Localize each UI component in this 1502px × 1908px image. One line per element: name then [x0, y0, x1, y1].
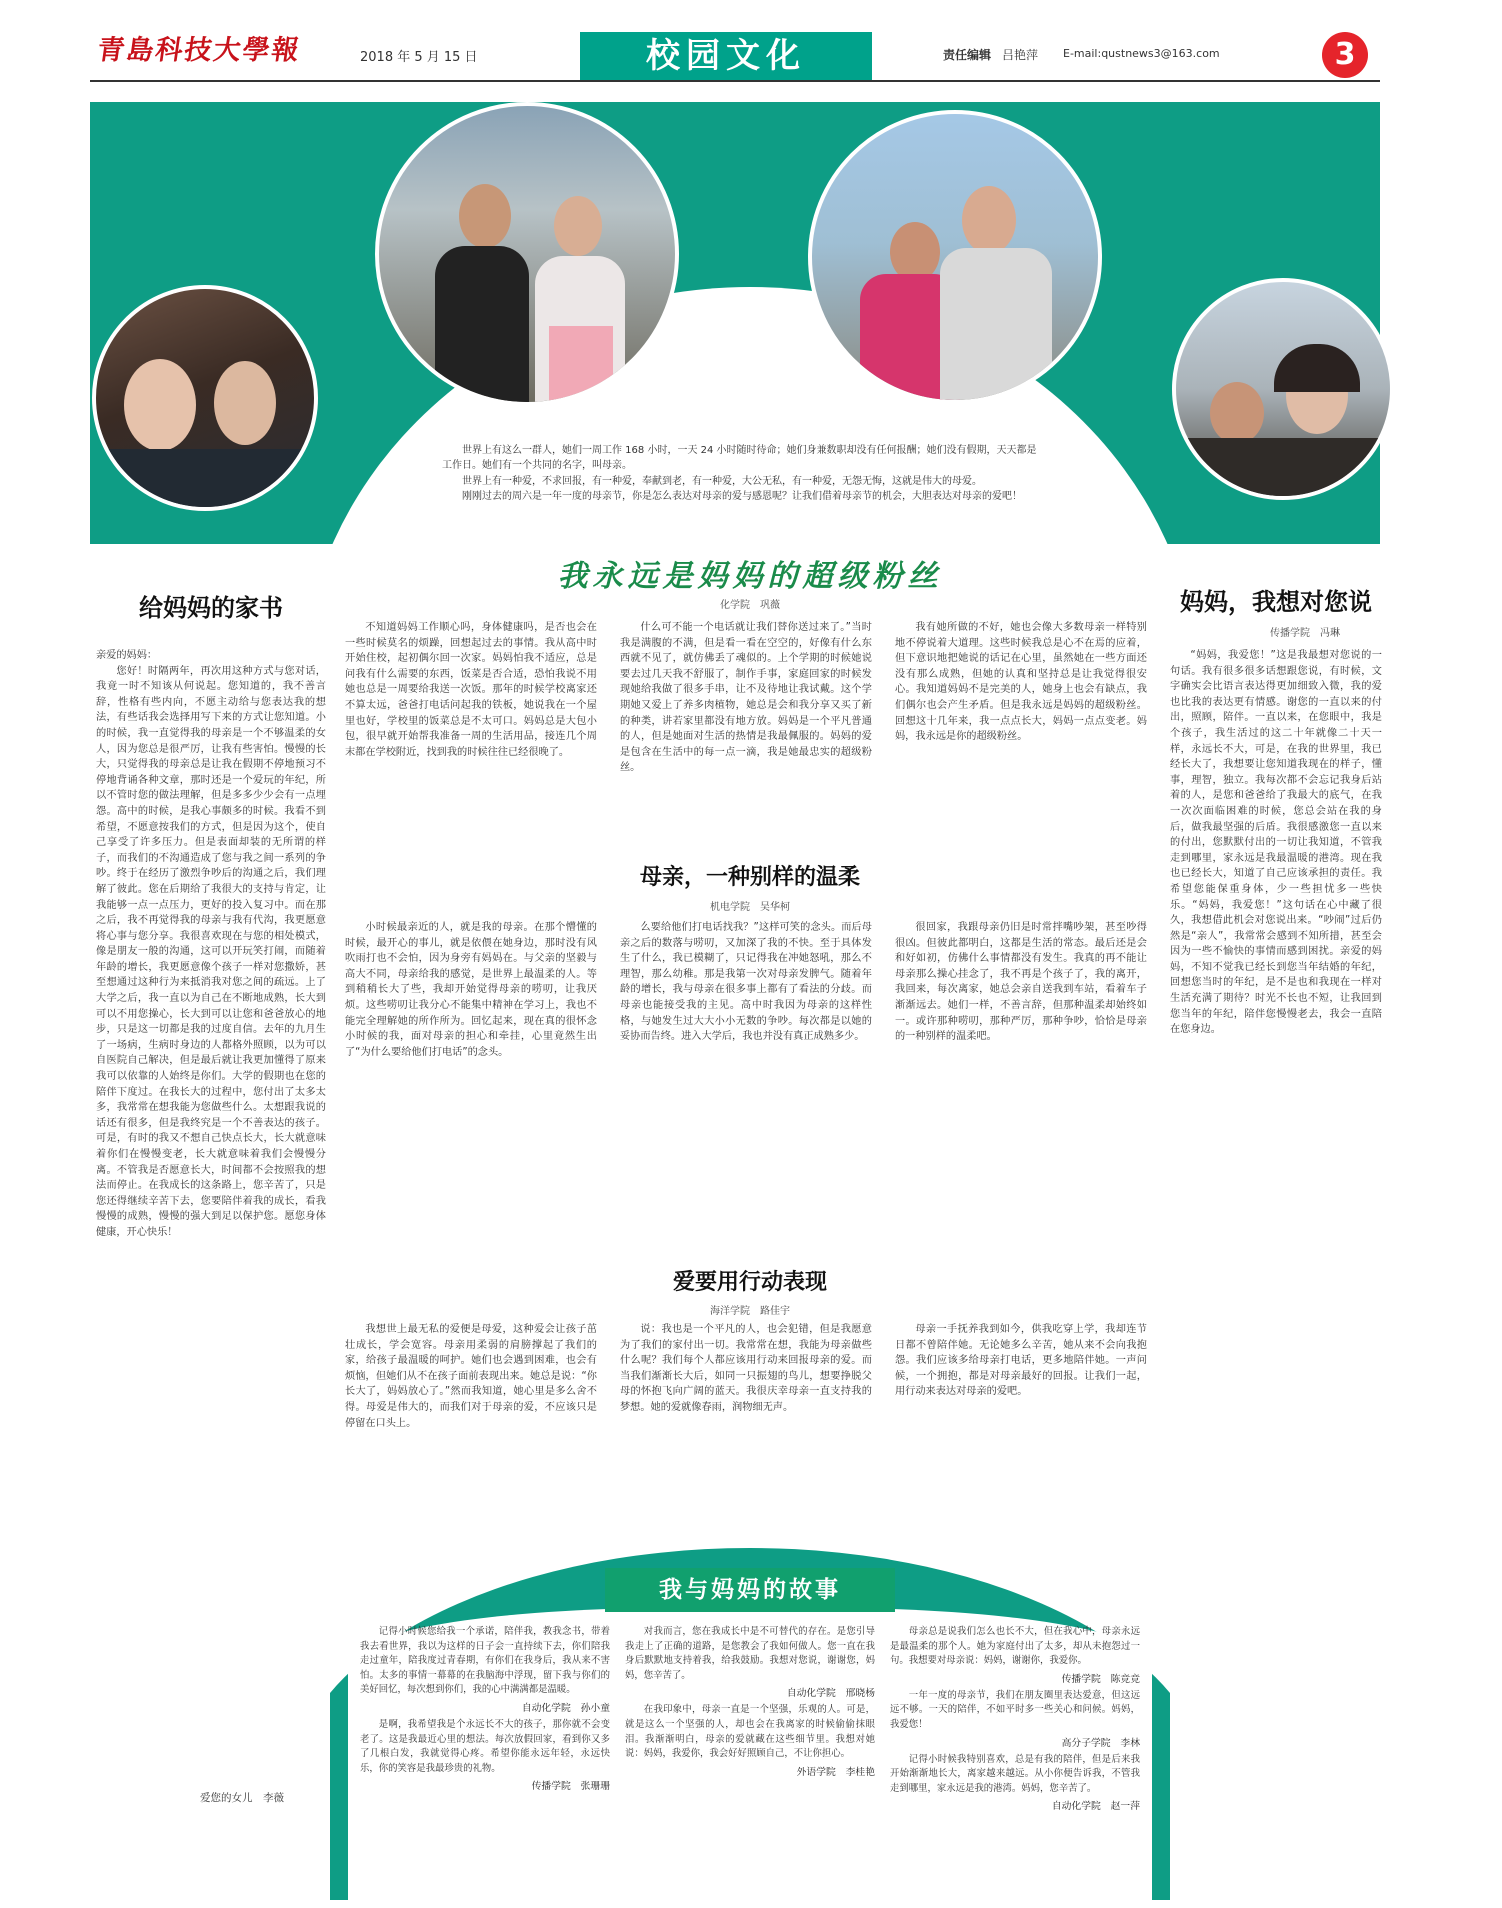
photo-mother-daughter-4 — [1172, 278, 1394, 500]
intro-line-1: 世界上有这么一群人，她们一周工作 168 小时，一天 24 小时随时待命；她们身兼数职却没有任何报酬；她们没有假期，天天都是工作日。她们有一个共同的名字，叫母亲。 — [442, 445, 1037, 472]
left-article-text: 您好！时隔两年，再次用这种方式与您对话，我竟一时不知该从何说起。您知道的，我不善言辞，性格有些内向，不愿主动给与您表达我的想法，有些话我会选择用写下来的方式让您知道。小的时候，我一直觉得我的母亲是一个不够温柔的女人，因为您总是很严厉，让我有些害怕。慢慢的长大，只觉得我的母亲总是让我在假期不停地预习不停地背诵各种文章，那时还是一个爱玩的年纪，所以不管时您的做法理解，但是多多少少会有一点埋怨。高中的时候，是我心事颇多的时候。我看不到希望，不愿意按我们的方式，但是因为这个，使自己享受了许多压力。但是表面却装的无所谓的样子，而我们的不沟通造成了您与我之间一系列的争吵。终于在经历了激烈争吵后的沟通之后，我们理解了彼此。您在后期给了我很大的支持与肯定，让我能够一点一点压力，更好的投入复习中。而在那之后，我不再觉得我的母亲与我有代沟，我更愿意将心事与您分享。我很喜欢现在与您的相处模式，像是朋友一般的沟通，这可以开玩笑打闹，而随着年龄的增长，我更愿意像个孩子一样对您撒娇，甚至想通过这种行为来抵消我对您之间的疏远。上了大学之后，我一直以为自己在不断地成熟，长大到可以不用您操心，长大到可以让您和爸爸放心的地步，只是这一切都是我的过度自信。去年的九月生了一场病，生病时身边的人都格外照顾，以为可以自医院自己解决，但是最后就让我更加懂得了原来我可以依靠的人始终是你们。大学的假期也在您的陪伴下度过。在我长大的过程中，您付出了太多太多，我常常在想我能为您做些什么。太想跟我说的话还有很多，但是我终究是一个不善表达的孩子。可是，有时的我又不想自己快点长大，长大就意味着你们在慢慢变老，长大就意味着我们会慢慢分离。不管我是否愿意长大，时间都不会按照我的想法而停止。在我成长的这条路上，您辛苦了，只是您还得继续辛苦下去，您要陪伴着我的成长，看我慢慢的成熟，慢慢的强大到足以保护您。愿您身体健康，开心快乐！ — [96, 665, 326, 1238]
right-article-title: 妈妈，我想对您说 — [1180, 587, 1372, 616]
photo-mother-son-3 — [808, 110, 1102, 404]
story-col-2-text: 对我而言，您在我成长中是不可替代的存在。是您引导我走上了正确的道路，是您教会了我如何做人。您一直在我身后默默地支持着我，给我鼓励。我想对您说，谢谢您，妈妈，您辛苦了。 — [625, 1626, 875, 1681]
paper-name: 青島科技大學報 — [95, 35, 303, 66]
gentle-article-col-1 — [345, 920, 597, 1280]
masthead-rule — [90, 80, 1380, 82]
story-col-1b-text: 是啊，我希望我是个永远长不大的孩子，那你就不会变老了。这是我最近心里的想法。每次放假回家，看到你又多了几根白发，我就觉得心疼。希望你能永远年轻，永远快乐，你的笑容是我最珍贵的礼物。 — [360, 1718, 610, 1774]
main-article-byline: 化学院 巩薇 — [720, 600, 780, 611]
action-article-col-2 — [620, 1322, 872, 1537]
story-col-2b-byline: 外语学院 李桂艳 — [796, 1766, 875, 1778]
action-article-col-3-text: 母亲一手抚养我到如今，供我吃穿上学，我却连节日都不曾陪伴她。无论她多么辛苦，她从来不会向我抱怨。我们应该多给母亲打电话，更多地陪伴她。一声问候，一个拥抱，都是对母亲最好的回报。让我们一起，用行动来表达对母亲的爱吧。 — [895, 1324, 1147, 1398]
left-article-body — [96, 648, 326, 1778]
main-article-col-1 — [345, 620, 597, 840]
story-col-1b-byline: 传播学院 张珊珊 — [531, 1781, 610, 1793]
action-article-col-2-text: 说：我也是一个平凡的人，也会犯错，但是我愿意为了我们的家付出一切。我常常在想，我能为母亲做些什么呢？我们每个人都应该用行动来回报母亲的爱。而当我们渐渐长大后，如同一只振翅的鸟儿，想要挣脱父母的怀抱飞向广阔的蓝天。我很庆幸母亲一直支持我的梦想。她的爱就像春雨，润物细无声。 — [620, 1324, 872, 1413]
gentle-article-col-2-text: 么要给他们打电话找我？”这样可笑的念头。而后母亲之后的数落与唠叨，又加深了我的不快。至于具体发生了什么，我已模糊了，只记得我在冲她怒吼，那么不理智，那么幼稚。那是我第一次对母亲发脾气。随着年龄的增长，我与母亲在很多事上都有了看法的分歧。而母亲也能接受我的主见。高中时我因为母亲的这样性格，与她发生过大大小小无数的争吵。每次都是以她的妥协而告终。进入大学后，我也并没有真正成熟多少。 — [620, 922, 872, 1043]
editor-label: 责任编辑 — [943, 48, 992, 62]
story-col-3b-text: 记得小时候我特别喜欢，总是有我的陪伴，但是后来我开始渐渐地长大，离家越来越远。从小你便告诉我，不管我走到哪里，家永远是我的港湾。妈妈，您辛苦了。 — [890, 1753, 1140, 1794]
photo-daughter-mother-1 — [92, 285, 318, 511]
photo-mother-daughter-2 — [375, 102, 679, 406]
story-col-2-byline: 自动化学院 邢晓杨 — [786, 1688, 875, 1700]
left-article-title: 给妈妈的家书 — [139, 593, 283, 622]
masthead — [0, 20, 1502, 82]
main-article-col-2 — [620, 620, 872, 840]
right-article-body — [1170, 648, 1382, 1848]
main-article-col-3-text: 我有她所做的不好，她也会像大多数母亲一样特别地不停说着大道理。这些时候我总是心不在焉的应着，但下意识地把她说的话记在心里，虽然她在一些方面还没有那么成熟，但她的认真和坚持总是让我觉得很安心。我知道妈妈不是完美的人，她身上也会有缺点，我们偶尔也会产生矛盾。但是我永远是妈妈的超级粉丝。回想这十几年来，我一点点长大，妈妈一点点变老。妈妈，我永远是你的超级粉丝。 — [895, 622, 1147, 743]
main-article-col-3 — [895, 620, 1147, 840]
story-col-3a-text: 一年一度的母亲节，我们在朋友圈里表达爱意，但这远远不够。一天的陪伴，不如平时多一些关心和问候。妈妈，我爱您！ — [890, 1689, 1140, 1730]
story-col-3a-byline: 高分子学院 李林 — [1061, 1737, 1140, 1749]
right-article-byline: 传播学院 冯琳 — [1270, 628, 1340, 639]
gentle-article-col-3-text: 很回家，我跟母亲仍旧是时常拌嘴吵架，甚至吵得很凶。但彼此都明白，这都是生活的常态。最后还是会和好如初，仿佛什么事情都没有发生。我真的再不能让母亲那么操心挂念了，我不再是个孩子了，我的离开，我回来，每次离家，她总会亲自送我到车站，看着车子渐渐远去。她们一样，不善言辞，但那种温柔却始终如一。或许那种唠叨，那种严厉，那种争吵，恰恰是母亲的一种别样的温柔吧。 — [895, 922, 1147, 1043]
intro-line-2: 世界上有一种爱，不求回报，有一种爱，奉献到老，有一种爱，大公无私，有一种爱，无怨无悔，这就是伟大的母爱。 — [462, 475, 982, 487]
story-col-1-byline: 自动化学院 孙小童 — [521, 1702, 610, 1714]
story-col-1-text: 记得小时候您给我一个承诺，陪伴我，教我念书，带着我去看世界，我以为这样的日子会一直持续下去，你们陪我走过童年，陪我度过青春期，有你们在我身后，我从来不害怕。太多的事情一幕幕的在我脑海中浮现，留下我与你们的美好回忆，每次想到你们，我的心中满满都是温暖。 — [360, 1626, 610, 1696]
section-title: 校园文化 — [646, 36, 806, 76]
action-article-col-1-text: 我想世上最无私的爱便是母爱，这种爱会让孩子茁壮成长，学会宽容。母亲用柔弱的肩膀撑起了我们的家，给孩子最温暖的呵护。她们也会遇到困难，也会有烦恼，但她们从不在孩子面前表现出来。她总是说：“你长大了，妈妈放心了。”然而我知道，她心里是多么舍不得。母爱是伟大的，而我们对于母亲的爱，不应该只是停留在口头上。 — [345, 1324, 597, 1429]
left-article-signoff: 爱您的女儿 李薇 — [200, 1792, 284, 1804]
story-col-3 — [890, 1625, 1140, 1893]
action-article-byline: 海洋学院 路佳宇 — [710, 1306, 790, 1317]
gentle-article-col-2 — [620, 920, 872, 1280]
editor-name: 吕艳萍 — [1002, 48, 1039, 62]
gentle-article-title: 母亲，一种别样的温柔 — [639, 864, 860, 890]
gentle-article-byline: 机电学院 吴华柯 — [710, 902, 790, 913]
story-col-3-text: 母亲总是说我们怎么也长不大，但在我心中，母亲永远是最温柔的那个人。她为家庭付出了太多，却从未抱怨过一句。我想要对母亲说：妈妈，谢谢你，我爱你。 — [890, 1626, 1140, 1667]
story-title: 我与妈妈的故事 — [659, 1576, 841, 1603]
main-article-col-2-text: 什么可不能一个电话就让我们替你送过来了。”当时我是满腹的不满，但是看一看在空空的，好像有什么东西就不见了，就仿佛丢了魂似的。上个学期的时候她说要去过几天我不舒服了，制作手事，家庭回家的时候发现她给我做了很多手串，让不及待地让我试戴。这个学期她又爱上了养多肉植物，她总是会和我分享又买了新的种类，讲若家里都没有地方放。妈妈是一个平凡普通的人，但是她面对生活的热情是我最佩服的。妈妈的爱是包含在生活中的每一点一滴，我是她最忠实的超级粉丝。 — [620, 622, 872, 774]
story-col-3b-byline: 自动化学院 赵一萍 — [1051, 1801, 1140, 1813]
action-article-col-1 — [345, 1322, 597, 1537]
main-article-title: 我永远是妈妈的超级粉丝 — [557, 559, 943, 594]
page-number: 3 — [1334, 37, 1356, 72]
story-col-2b-text: 在我印象中，母亲一直是一个坚强，乐观的人。可是，就是这么一个坚强的人，却也会在我离家的时候偷偷抹眼泪。我渐渐明白，母亲的爱就藏在这些细节里。我想对她说：妈妈，我爱你，我会好好照顾自己，不让你担心。 — [625, 1704, 875, 1760]
story-col-3-byline: 传播学院 陈竞竞 — [1061, 1673, 1140, 1685]
gentle-article-col-3 — [895, 920, 1147, 1280]
story-col-2 — [625, 1625, 875, 1893]
email: E-mail:qustnews3@163.com — [1063, 47, 1220, 60]
gentle-article-col-1-text: 小时候最亲近的人，就是我的母亲。在那个懵懂的时候，最开心的事儿，就是依偎在她身边，那时没有风吹雨打也不会怕，因为身旁有妈妈在。与父亲的坚毅与高大不同，母亲给我的感觉，是世界上最温柔的人。等到稍稍长大了些，我却开始觉得母亲的唠叨，让我厌烦。这些唠叨让我分心不能集中精神在学习上，我也不能完全理解她的所作所为。回忆起来，现在真的很怀念小时候的我，面对母亲的担心和牵挂，心里竟然生出了“为什么要给他们打电话”的念头。 — [345, 922, 597, 1058]
main-article-col-1-text: 不知道妈妈工作顺心吗，身体健康吗，是否也会在一些时候莫名的烦躁，回想起过去的事情。我从高中时开始住校，起初偶尔回一次家。妈妈怕我不适应，总是问我有什么需要的东西，饭菜是否合适，恐怕我说不用她也总是一周要给我送一次饭。那年的时候学校离家还不算太远，爸爸打电话问起我的铁板，她说我在一个屋里也好，学校里的饭菜总是不太可口。妈妈总是大包小包，很早就开始帮我准备一周的生活用品，接连几个周末都在学校附近，找到我的时候往往已经很晚了。 — [345, 622, 597, 758]
intro-line-3: 刚刚过去的周六是一年一度的母亲节，你是怎么表达对母亲的爱与感恩呢？让我们借着母亲节的机会，大胆表达对母亲的爱吧！ — [462, 491, 1022, 503]
action-article-title: 爱要用行动表现 — [672, 1269, 827, 1295]
issue-date: 2018 年 5 月 15 日 — [360, 50, 478, 65]
story-col-1 — [360, 1625, 610, 1893]
action-article-col-3 — [895, 1322, 1147, 1537]
intro-text — [442, 443, 1038, 505]
right-article-text: “妈妈，我爱您！”这是我最想对您说的一句话。我有很多很多话想跟您说，有时候，文字确实会比语言表达得更加细致入微，我的爱也比我的表达更有情感。谢您的一直以来的付出，照顾，陪伴。一直以来，在您眼中，我是个孩子，我生活过的这二十年就像二十天一样，永远长不大，可是，在我的世界里，我已经长大了，我想要让您知道我现在的样子，懂事，理智，独立。我每次都不会忘记我身后站着的人，是您和爸爸给了我最大的底气，在我一次次面临困难的时候，您总会站在我的身后，做我最坚强的后盾。我很感激您一直以来的付出，您默默付出的一切让我知道，不管我走到哪里，家永远是我最温暖的港湾。现在我也已经长大，知道了自己应该承担的责任。我希望您能保重身体，少一些担忧多一些快乐。“妈妈，我爱您！”这句话在心中藏了很久，我想借此机会对您说出来。“吵闹”过后仍然是“亲人”，我常常会感到不知所措，甚至会因为一些不愉快的事情而感到困扰。亲爱的妈妈，不知不觉我已经长到您当年结婚的年纪，回想您当时的年纪，是不是也和我现在一样对生活充满了期待？时光不长也不短，让我回到您当年的年纪，陪伴您慢慢老去，我会一直陪在您身边。 — [1170, 650, 1382, 1036]
left-article-greeting: 亲爱的妈妈： — [96, 650, 158, 661]
